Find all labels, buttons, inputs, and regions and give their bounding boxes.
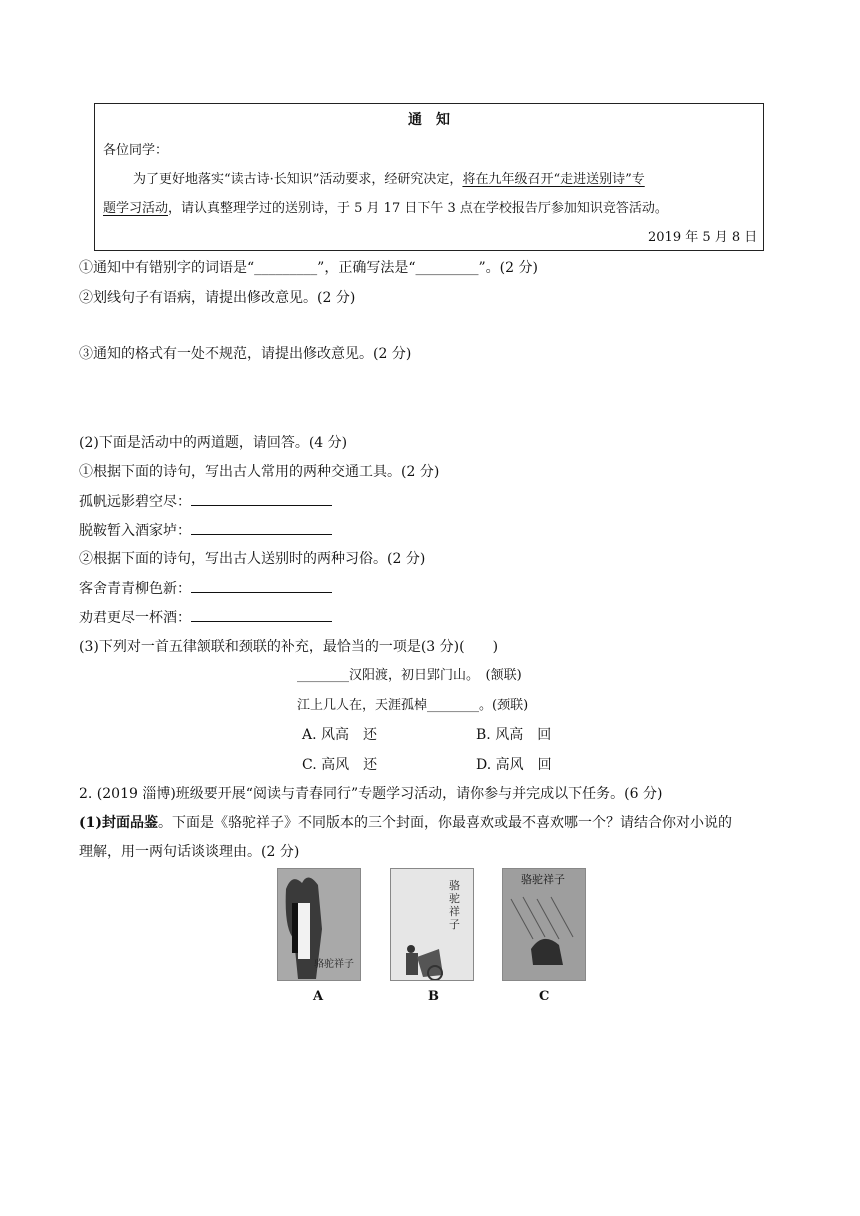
task2-heading: 2. (2019 淄博)班级要开展“阅读与青春同行”专题学习活动，请你参与并完成以下任务。(6 分) — [79, 786, 663, 802]
cover-c-label: C — [539, 989, 550, 1004]
notice-body-line1 — [133, 170, 645, 190]
cover-a-title: 骆驼祥子 — [314, 959, 354, 970]
answer-blank[interactable] — [191, 607, 332, 622]
q2-line4 — [79, 607, 332, 628]
task2-sub1 — [79, 813, 732, 833]
q1-item2: ②划线句子有语病，请提出修改意见。(2 分) — [79, 290, 356, 306]
q2-line2 — [79, 520, 332, 541]
task2-sub1-text: 。下面是《骆驼祥子》不同版本的三个封面，你最喜欢或最不喜欢哪一个？请结合你对小说的 — [158, 815, 732, 831]
notice-salutation: 各位同学： — [103, 143, 169, 158]
q2-sub1: ①根据下面的诗句，写出古人常用的两种交通工具。(2 分) — [79, 464, 440, 480]
poem-line-label: 脱鞍暂入酒家垆： — [79, 523, 191, 539]
notice-underlined-sentence-1: 将在九年级召开“走进送别诗”专 — [462, 172, 645, 187]
cover-b-image — [390, 868, 474, 981]
cover-c-title: 骆驼祥子 — [521, 873, 565, 886]
notice-underlined-sentence-2: 题学习活动 — [103, 201, 169, 216]
notice-body-line2 — [103, 199, 668, 219]
notice-title: 通 知 — [408, 112, 450, 128]
storm-figure-icon — [503, 869, 586, 981]
q3-option-c[interactable]: C. 高风 还 — [302, 757, 378, 773]
task2-sub1-label: (1)封面品鉴 — [79, 815, 158, 831]
answer-blank[interactable] — [191, 578, 332, 593]
poem-line-label: 劝君更尽一杯酒： — [79, 610, 191, 626]
cover-a-label: A — [313, 989, 324, 1004]
rickshaw-puller-icon — [391, 869, 474, 981]
notice-body-text-2: ，请认真整理学过的送别诗，于 5 月 17 日下午 3 点在学校报告厅参加知识竞答活动。 — [168, 201, 668, 216]
cover-b-label: B — [428, 989, 439, 1004]
answer-blank[interactable] — [191, 520, 332, 535]
poem-line-label: 客舍青青柳色新： — [79, 581, 191, 597]
q1-item1: ①通知中有错别字的词语是“_________”，正确写法是“_________”。(2 分) — [79, 260, 538, 276]
q3-verse2: 江上几人在，天涯孤棹________。(颈联) — [297, 698, 529, 713]
cover-b-title-text: 骆驼祥子 — [449, 879, 460, 931]
q2-intro: (2)下面是活动中的两道题，请回答。(4 分) — [79, 435, 348, 451]
cover-c-image — [502, 868, 586, 981]
notice-body-text: 为了更好地落实“读古诗·长知识”活动要求，经研究决定， — [133, 172, 463, 187]
q1-item3: ③通知的格式有一处不规范，请提出修改意见。(2 分) — [79, 346, 412, 362]
q2-line1 — [79, 491, 332, 512]
q2-sub2: ②根据下面的诗句，写出古人送别时的两种习俗。(2 分) — [79, 551, 426, 567]
notice-date: 2019 年 5 月 8 日 — [648, 230, 758, 245]
task2-sub1-line2: 理解，用一两句话谈谈理由。(2 分) — [79, 844, 300, 860]
q3-verse1: ________汉阳渡，初日郢门山。 (颔联) — [297, 668, 522, 683]
cover-a-image — [277, 868, 361, 981]
q3-intro: (3)下列对一首五律颔联和颈联的补充，最恰当的一项是(3 分)( ) — [79, 639, 499, 655]
q2-line3 — [79, 578, 332, 599]
q3-option-a[interactable]: A. 风高 还 — [302, 727, 378, 743]
q3-option-d[interactable]: D. 高风 回 — [476, 757, 552, 773]
answer-blank[interactable] — [191, 491, 332, 506]
poem-line-label: 孤帆远影碧空尽： — [79, 494, 191, 510]
q3-option-b[interactable]: B. 风高 回 — [476, 727, 552, 743]
